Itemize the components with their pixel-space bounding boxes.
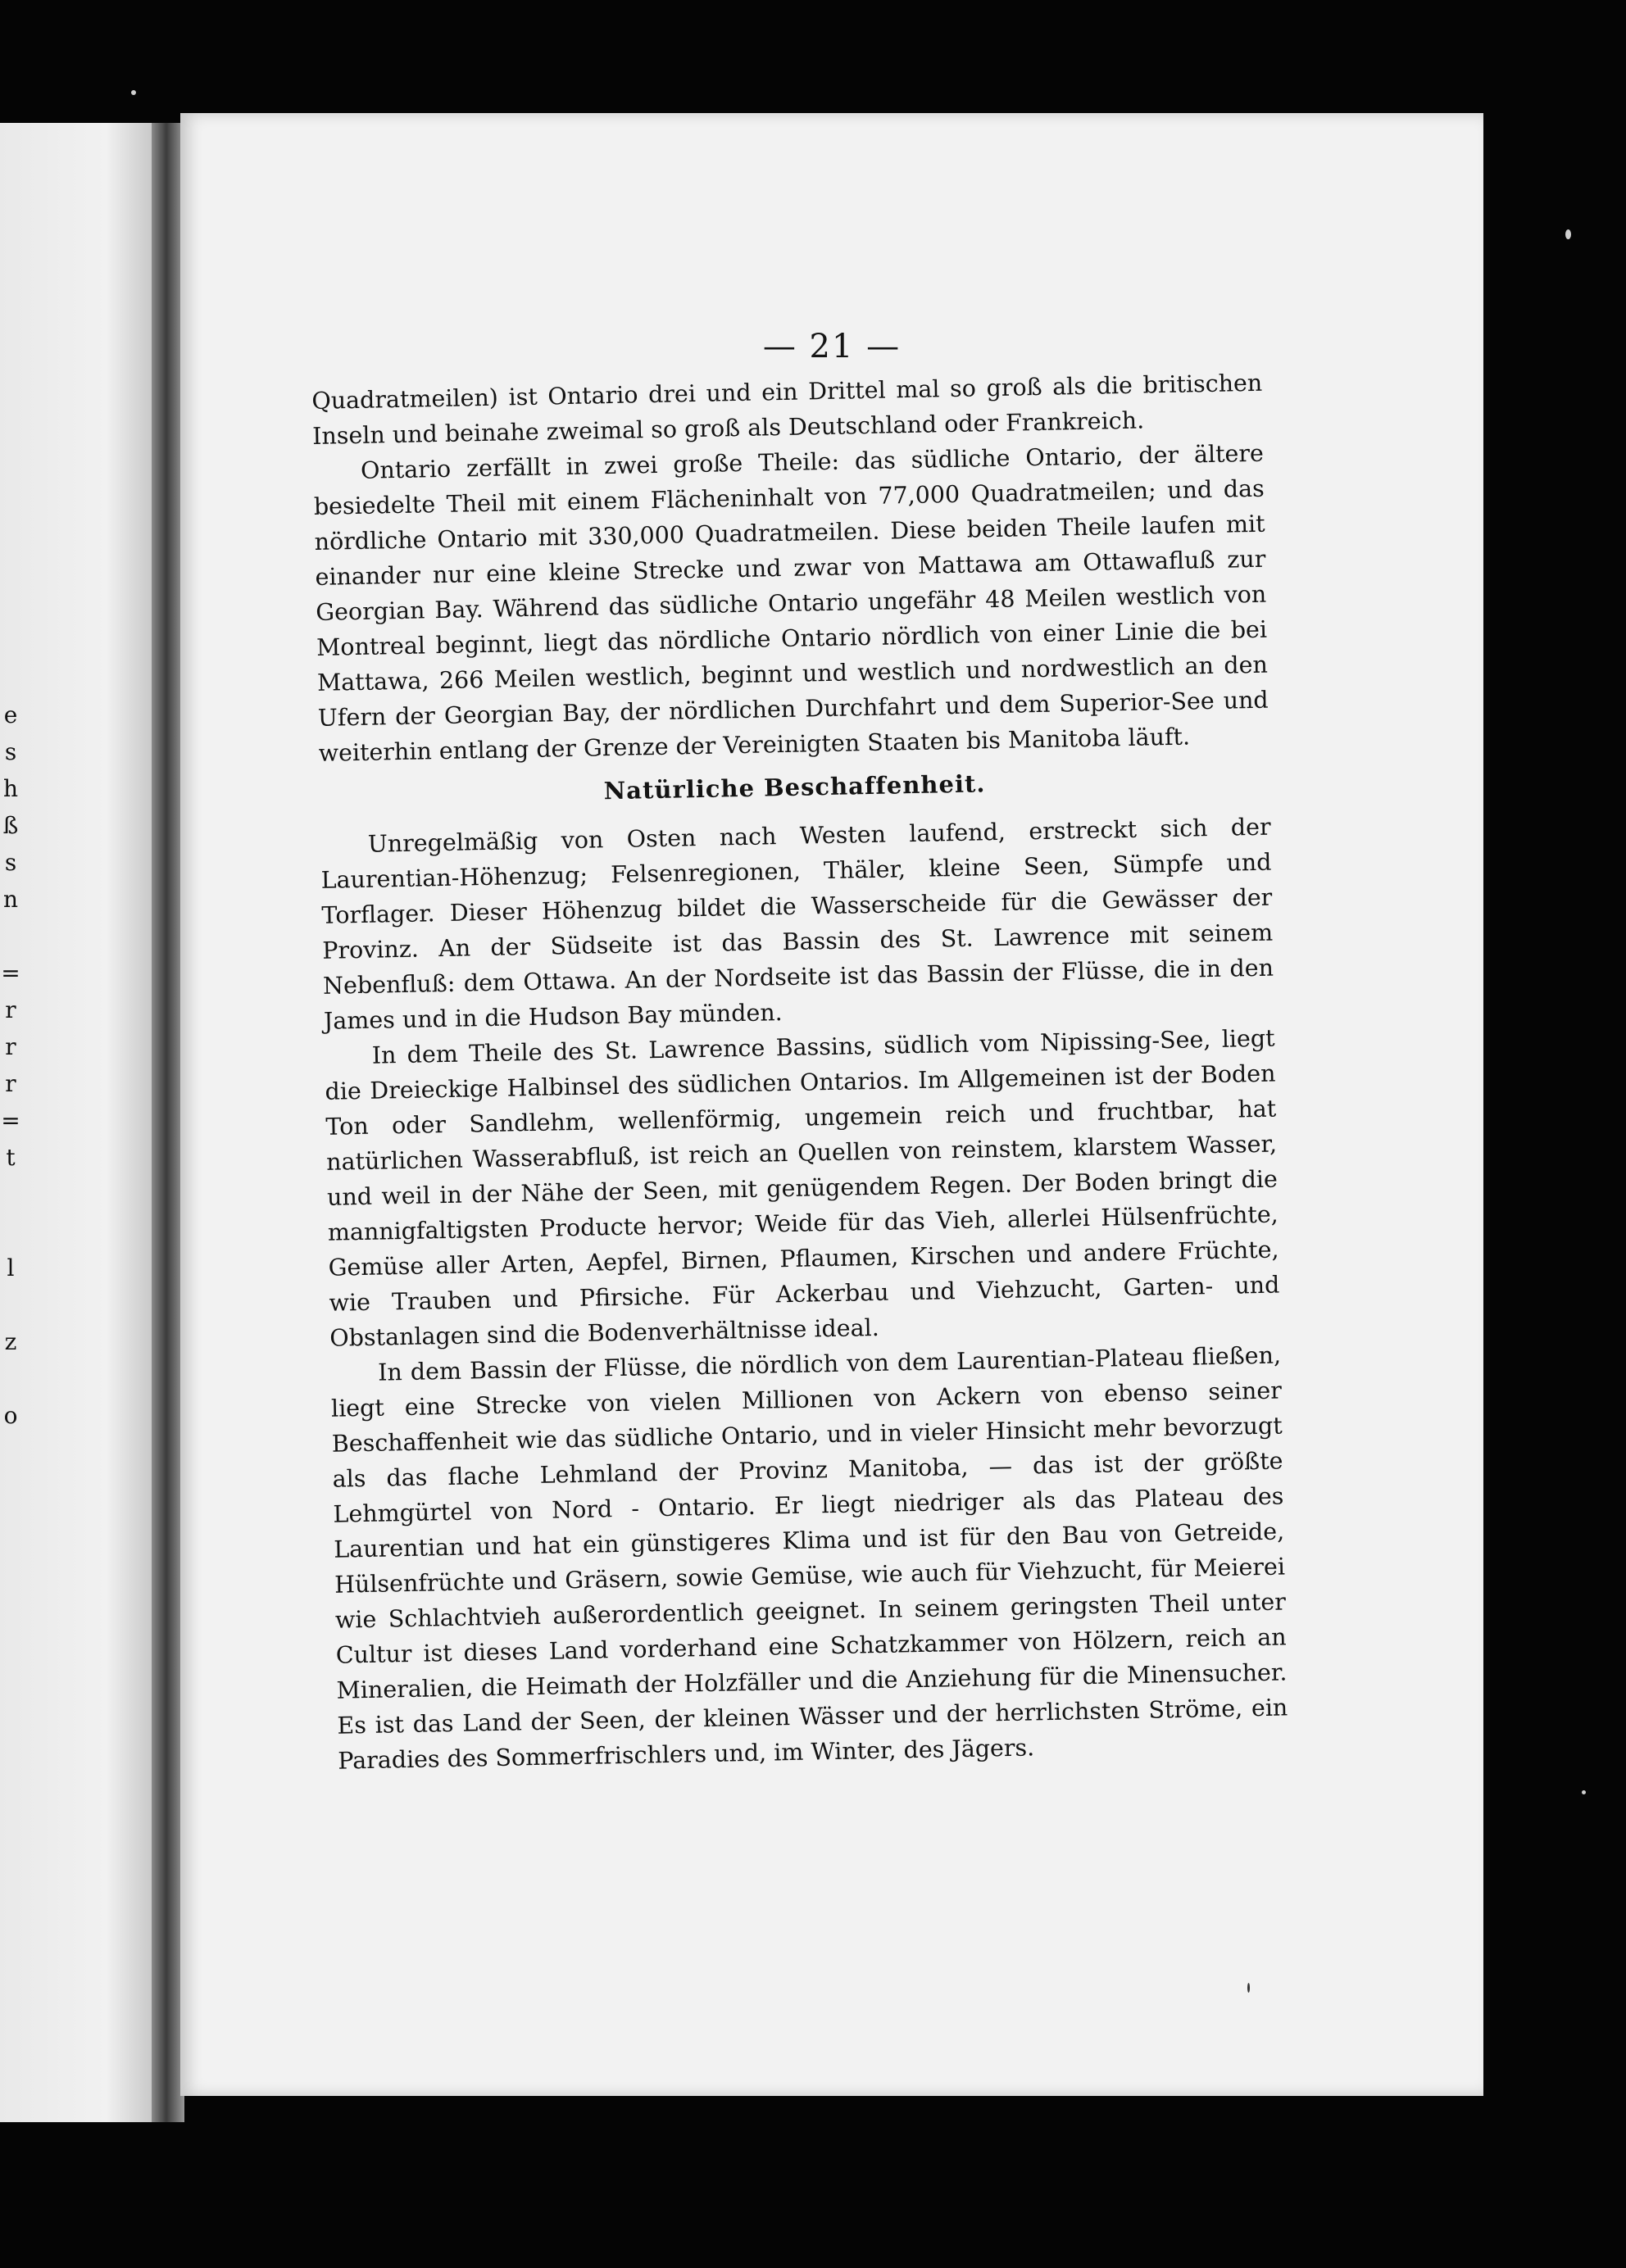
- edge-letter: s: [4, 849, 17, 876]
- dust-speck: [1247, 1983, 1250, 1993]
- page-text-block: [311, 365, 1288, 1779]
- dust-speck: [131, 90, 136, 95]
- edge-letter: [0, 1213, 21, 1250]
- book-page: [180, 113, 1483, 2096]
- book-gutter: [152, 123, 184, 2122]
- left-facing-page: [0, 123, 152, 2122]
- paragraph: Unregelmäßig von Osten nach Westen laufend, erstreckt sich der Laurentian-Höhenzug; Felsenregionen, Thäler, kleine Seen, Sümpfe und Torflager. Dieser Höhenzug bildet die Wasserscheide für die Gewässer der Provinz. An der Südseite ist das Bassin des St. Lawrence mit seinem Nebenfluß: dem Ottawa. An der Nordseite ist das Bassin der Flüsse, die in den James und in die Hudson Bay münden.: [320, 813, 1274, 1035]
- dust-speck: [1565, 229, 1571, 239]
- edge-letter: r: [5, 1070, 16, 1097]
- edge-letter: [0, 1360, 21, 1397]
- edge-letter: l: [7, 1254, 15, 1281]
- edge-letter: t: [6, 1144, 16, 1171]
- paragraph: Quadratmeilen) ist Ontario drei und ein Drittel mal so groß als die britischen Inseln und beinahe zweimal so groß als Deutschland oder Frankreich.: [311, 369, 1263, 450]
- section-heading: Natürliche Beschaffenheit.: [603, 769, 986, 805]
- edge-letter: =: [1, 959, 20, 987]
- edge-letter: r: [5, 996, 16, 1023]
- edge-letter: [0, 1176, 21, 1213]
- edge-letter: [0, 918, 21, 955]
- edge-letter: o: [3, 1402, 18, 1429]
- edge-letter: h: [2, 775, 19, 802]
- left-page-edge-letters: [0, 696, 21, 1434]
- edge-letter: s: [4, 738, 17, 765]
- edge-letter: =: [1, 1107, 20, 1134]
- paragraph: Ontario zerfällt in zwei große Theile: das südliche Ontario, der ältere besiedelte Theil mit einem Flächeninhalt von 77,000 Quadratmeilen; und das nördliche Ontario mit 330,000 Quadratmeilen. Diese beiden Theile laufen mit einander nur eine kleine Strecke und zwar von Mattawa am Ottawafluß zur Georgian Bay. Während das südliche Ontario ungefähr 48 Meilen westlich von Montreal beginnt, liegt das nördliche Ontario nördlich von einer Linie die bei Mattawa, 266 Meilen westlich, beginnt und westlich und nordwestlich an den Ufern der Georgian Bay, der nördlichen Durchfahrt und dem Superior-See und weiterhin entlang der Grenze der Vereinigten Staaten bis Manitoba läuft.: [313, 439, 1269, 767]
- paragraph: In dem Theile des St. Lawrence Bassins, südlich vom Nipissing-See, liegt die Dreieckige Halbinsel des südlichen Ontarios. Im Allgemeinen ist der Boden Ton oder Sandlehm, wellenförmig, ungemein reich und fruchtbar, hat natürlichen Wasserabfluß, ist reich an Quellen von reinstem, klarstem Wasser, und weil in der Nähe der Seen, mit genügendem Regen. Der Boden bringt die mannigfaltigsten Producte hervor; Weide für das Vieh, allerlei Hülsenfrüchte, Gemüse aller Arten, Aepfel, Birnen, Pflaumen, Kirschen und andere Früchte, wie Trauben und Pfirsiche. Für Ackerbau und Viehzucht, Garten- und Obstanlagen sind die Bodenverhältnisse ideal.: [325, 1024, 1280, 1352]
- page-number: — 21 —: [762, 328, 902, 365]
- edge-letter: z: [4, 1328, 17, 1355]
- edge-letter: ß: [2, 812, 19, 839]
- edge-letter: e: [3, 701, 18, 728]
- paragraph: In dem Bassin der Flüsse, die nördlich von dem Laurentian-Plateau fließen, liegt eine Strecke von vielen Millionen von Ackern von ebenso seiner Beschaffenheit wie das südliche Ontario, und in vieler Hinsicht mehr bevorzugt als das flache Lehmland der Provinz Manitoba, — das ist der größte Lehmgürtel von Nord - Ontario. Er liegt niedriger als das Plateau des Laurentian und hat ein günstigeres Klima und ist für den Bau von Getreide, Hülsenfrüchte und Gräsern, sowie Gemüse, wie auch für Viehzucht, für Meierei wie Schlachtvieh außerordentlich geeignet. In seinem geringsten Theil unter Cultur ist dieses Land vorderhand eine Schatzkammer von Hölzern, reich an Mineralien, die Heimath der Holzfäller und die Anziehung für die Minensucher. Es ist das Land der Seen, der kleinen Wässer und der herrlichsten Ströme, ein Paradies des Sommerfrischlers und, im Winter, des Jägers.: [330, 1341, 1288, 1775]
- edge-letter: r: [5, 1033, 16, 1060]
- dust-speck: [1582, 1790, 1586, 1794]
- edge-letter: n: [2, 886, 19, 913]
- edge-letter: [0, 1286, 21, 1323]
